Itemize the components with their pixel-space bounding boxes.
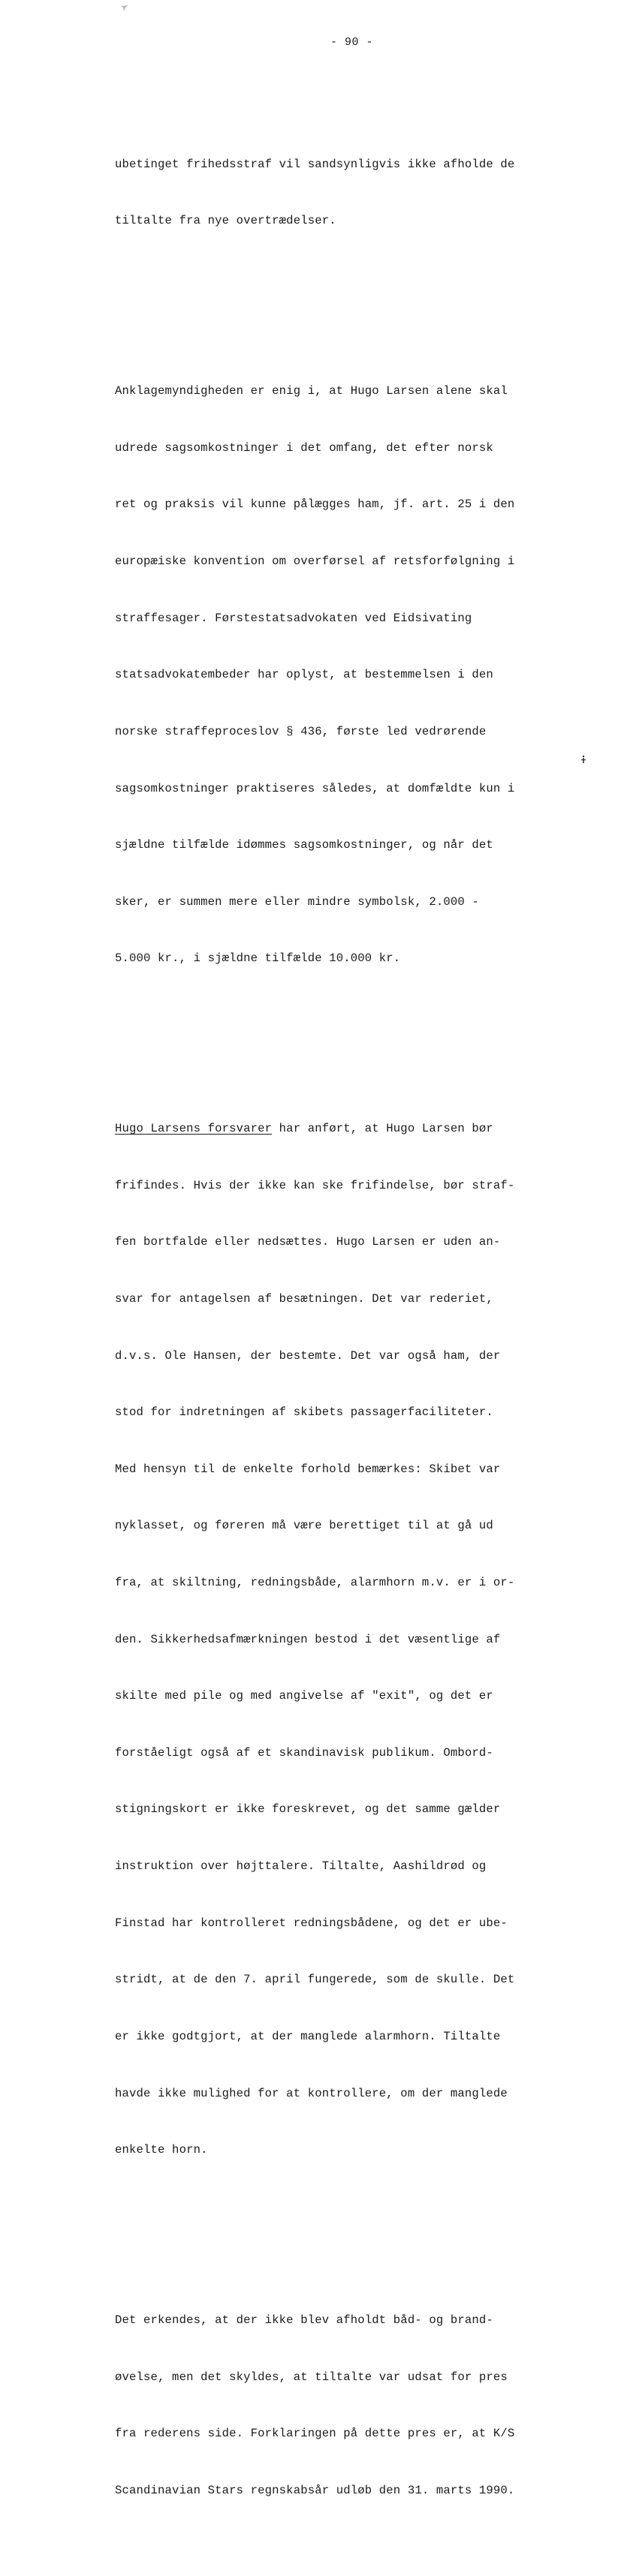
text-line: straffesager. Førstestatsadvokaten ved Eidsivating (115, 611, 472, 625)
text-line: europæiske konvention om overførsel af retsforfølgning i (115, 555, 515, 569)
text-line: den. Sikkerhedsafmærkningen bestod i det væsentlige af (115, 1632, 501, 1646)
text-line: statsadvokatembeder har oplyst, at bestemmelsen i den (115, 668, 493, 682)
paragraph-2 (115, 344, 550, 1006)
scan-speck-mark (580, 754, 586, 765)
text-line: instruktion over højttalere. Tiltalte, Aashildrød og (115, 1859, 487, 1874)
text-line: udrede sagsomkostninger i det omfang, det efter norsk (115, 440, 493, 455)
text-line: Scandinavian Stars regnskabsår udløb den 31. marts 1990. (115, 2483, 515, 2497)
text-line: frifindes. Hvis der ikke kan ske frifindelse, bør straf- (115, 1178, 515, 1192)
text-line-rest: har anført, at Hugo Larsen bør (272, 1122, 493, 1136)
underlined-heading: Hugo Larsens forsvarer (115, 1122, 273, 1136)
text-line: sjældne tilfælde idømmes sagsomkostninger, og når det (115, 838, 493, 852)
text-line: stod for indretningen af skibets passagerfaciliteter. (115, 1405, 493, 1420)
text-line: Anklagemyndigheden er enig i, at Hugo Larsen alene skal (115, 384, 508, 398)
text-line: fra rederens side. Forklaringen på dette pres er, at K/S (115, 2427, 515, 2441)
text-line: er ikke godtgjort, at der manglede alarmhorn. Tiltalte (115, 2029, 501, 2043)
text-line: Med hensyn til de enkelte forhold bemærkes: Skibet var (115, 1462, 501, 1476)
text-line: havde ikke mulighed for at kontrollere, om der manglede (115, 2086, 508, 2100)
text-line: Det erkendes, at der ikke blev afholdt båd- og brand- (115, 2313, 493, 2327)
text-line: forståeligt også af et skandinavisk publikum. Ombord- (115, 1745, 493, 1760)
paragraph-3 (115, 1082, 550, 2198)
text-line: fra, at skiltning, redningsbåde, alarmhorn m.v. er i or- (115, 1576, 515, 1590)
text-line (115, 1120, 550, 1138)
scan-speck-mark (120, 5, 129, 12)
text-line: d.v.s. Ole Hansen, der bestemte. Det var også ham, der (115, 1348, 501, 1363)
text-line: ret og praksis vil kunne pålægges ham, jf. art. 25 i den (115, 497, 515, 512)
paragraph-1 (115, 117, 550, 269)
text-line: ubetinget frihedsstraf vil sandsynligvis ikke afholde de (115, 157, 515, 171)
text-line: skilte med pile og med angivelse af "exit", og det er (115, 1689, 493, 1703)
text-line: sagsomkostninger praktiseres således, at domfældte kun i (115, 781, 515, 795)
text-line: øvelse, men det skyldes, at tiltalte var udsat for pres (115, 2370, 508, 2384)
page-number: - 90 - (330, 36, 373, 49)
text-line: stridt, at de den 7. april fungerede, som de skulle. Det (115, 1973, 515, 1987)
paragraph-4 (115, 2274, 550, 2538)
text-line: nyklasset, og føreren må være berettiget til at gå ud (115, 1519, 493, 1533)
text-line: 5.000 kr., i sjældne tilfælde 10.000 kr. (115, 951, 401, 966)
text-line: tiltalte fra nye overtrædelser. (115, 214, 336, 228)
document-body (115, 80, 550, 2576)
text-line: sker, er summen mere eller mindre symbolsk, 2.000 - (115, 894, 479, 909)
text-line: enkelte horn. (115, 2143, 208, 2157)
text-line: stigningskort er ikke foreskrevet, og det samme gælder (115, 1802, 501, 1817)
text-line: fen bortfalde eller nedsættes. Hugo Larsen er uden an- (115, 1235, 501, 1249)
text-line: svar for antagelsen af besætningen. Det var rederiet, (115, 1291, 493, 1306)
text-line: norske straffeproceslov § 436, første led vedrørende (115, 724, 487, 738)
text-line: Finstad har kontrolleret redningsbådene, og det er ube- (115, 1916, 508, 1930)
